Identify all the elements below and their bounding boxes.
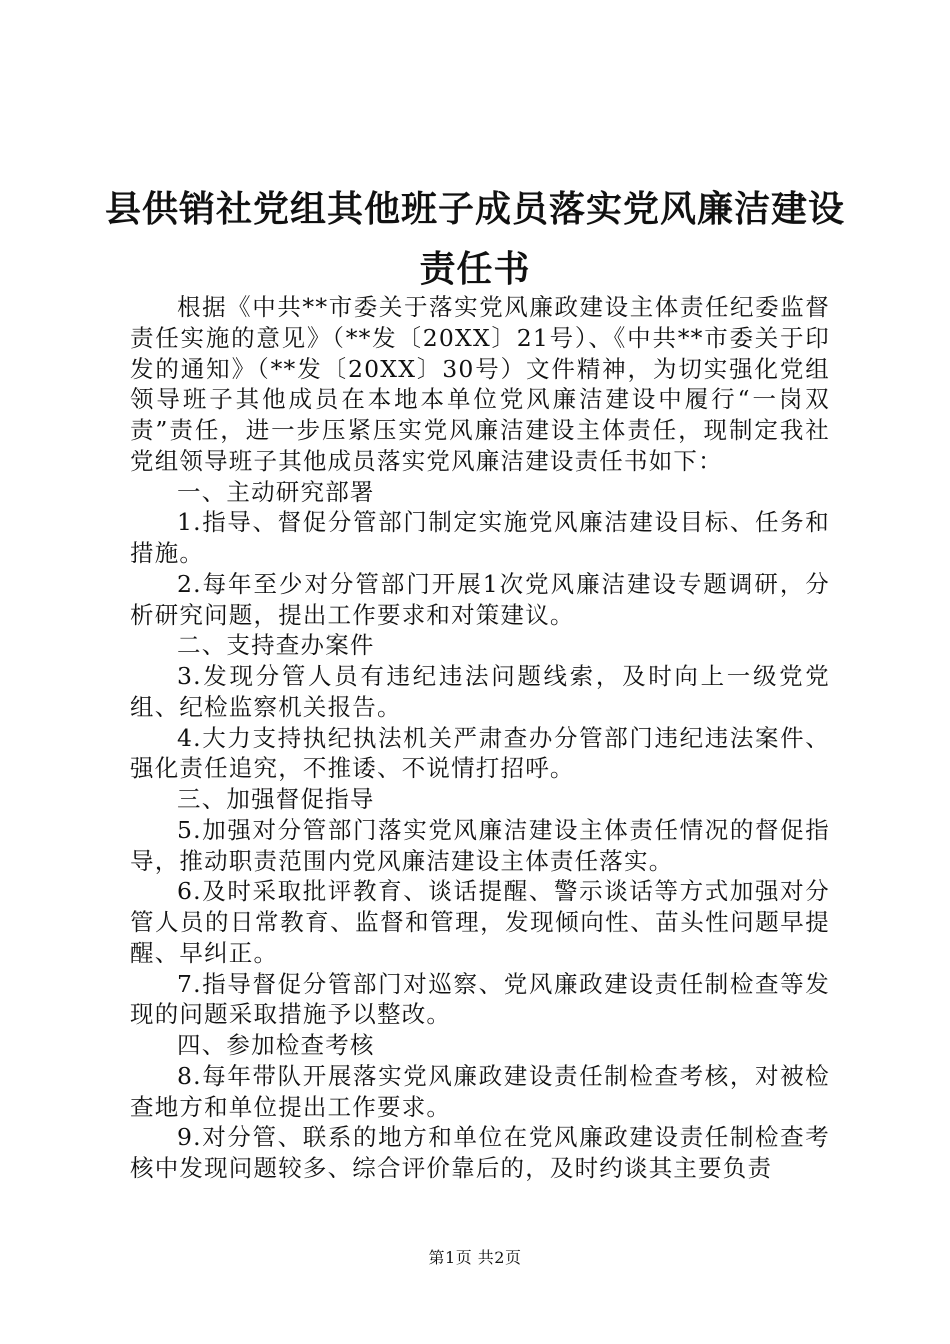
- document-title-line-1: 县供销社党组其他班子成员落实党风廉洁建设: [104, 189, 845, 230]
- item-5: 5.加强对分管部门落实党风廉洁建设主体责任情况的督促指导，推动职责范围内党风廉洁建设主体责任落实。: [130, 815, 830, 875]
- item-3: 3.发现分管人员有违纪违法问题线索，及时向上一级党党组、纪检监察机关报告。: [130, 662, 830, 721]
- item-6: 6.及时采取批评教育、谈话提醒、警示谈话等方式加强对分管人员的日常教育、监督和管理，发现倾向性、苗头性问题早提醒、早纠正。: [130, 877, 830, 967]
- section-heading-4: 四、参加检查考核: [177, 1031, 375, 1059]
- item-8: 8.每年带队开展落实党风廉政建设责任制检查考核，对被检查地方和单位提出工作要求。: [130, 1061, 830, 1121]
- item-7: 7.指导督促分管部门对巡察、党风廉政建设责任制检查等发现的问题采取措施予以整改。: [130, 969, 830, 1029]
- item-2: 2.每年至少对分管部门开展1次党风廉洁建设专题调研，分析研究问题，提出工作要求和对策建议。: [130, 569, 830, 629]
- document-title-line-2: 责任书: [419, 249, 531, 290]
- item-1: 1.指导、督促分管部门制定实施党风廉洁建设目标、任务和措施。: [130, 508, 830, 567]
- intro-paragraph: 根据《中共**市委关于落实党风廉政建设主体责任纪委监督责任实施的意见》（**发〔20XX〕21号）、《中共**市委关于印发的通知》（**发〔20XX〕30号）文件精神，为切实强化党组领导班子其他成员在本地本单位党风廉洁建设中履行“一岗双责”责任，进一步压紧压实党风廉洁建设主体责任，现制定我社党组领导班子其他成员落实党风廉洁建设责任书如下：: [130, 293, 830, 475]
- item-9: 9.对分管、联系的地方和单位在党风廉政建设责任制检查考核中发现问题较多、综合评价靠后的，及时约谈其主要负责: [130, 1123, 830, 1182]
- section-heading-3: 三、加强督促指导: [177, 785, 375, 813]
- section-heading-2: 二、支持查办案件: [177, 631, 375, 660]
- section-heading-1: 一、主动研究部署: [177, 477, 375, 506]
- page-indicator: 第1页 共2页: [428, 1248, 522, 1267]
- document-body: [130, 292, 830, 1184]
- item-4: 4.大力支持执纪执法机关严肃查办分管部门违纪违法案件、强化责任追究，不推诿、不说情打招呼。: [130, 723, 830, 783]
